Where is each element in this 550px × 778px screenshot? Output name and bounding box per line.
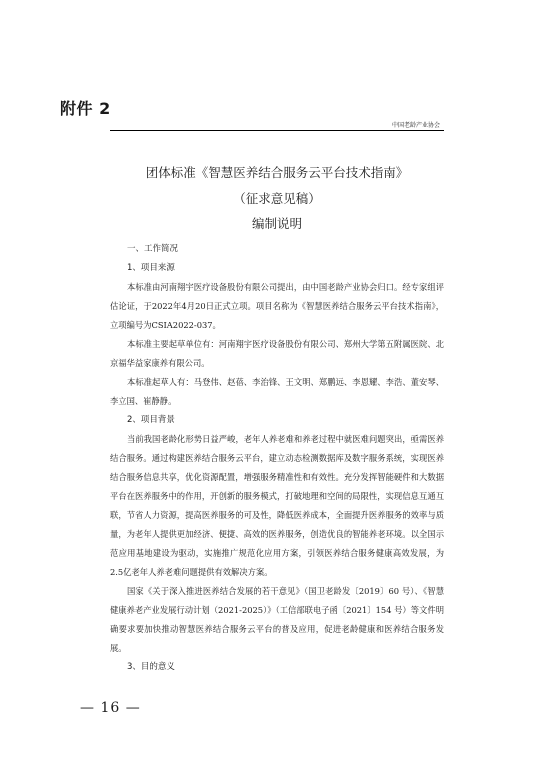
header-rule — [110, 130, 444, 131]
section-heading-work-overview: 一、工作简况 — [127, 244, 179, 254]
header-organization: 中国老龄产业协会 — [391, 122, 440, 129]
paragraph: 国家《关于深入推进医养结合发展的若干意见》（国卫老龄发〔2019〕60 号）、《智慧健康养老产业发展行动计划（2021-2025）》（工信部联电子函〔2021〕154 号）等文件明确要求要加快推动智慧医养结合服务云平台的普及应用，促进老龄健康和医养结合服务发展。 — [110, 586, 444, 653]
document-body — [110, 240, 444, 677]
document-section-title: 编制说明 — [251, 216, 302, 231]
paragraph: 当前我国老龄化形势日益严峻，老年人养老难和养老过程中就医难问题突出，亟需医养结合服务。通过构建医养结合服务云平台，建立动态检测数据库及数字服务系统，实现医养结合服务信息共享，优化资源配置，增强服务精准性和有效性。充分发挥智能硬件和大数据平台在医养服务中的作用，开创新的服务模式，打破地理和空间的局限性，实现信息互通互联，节省人力资源，提高医养服务的可及性，降低医养成本，全面提升医养服务的效率与质量，为老年人提供更加经济、便捷、高效的医养服务，创造优良的智能养老环境。以全国示范应用基地建设为驱动，实施推广规范化应用方案，引领医养结合服务健康高效发展，为2.5亿老年人养老难问题提供有效解决方案。 — [110, 434, 444, 577]
subsection-heading-project-source: 1、项目来源 — [127, 263, 175, 273]
attachment-label: 附件 2 — [60, 99, 111, 118]
document-title: 团体标准《智慧医养结合服务云平台技术指南》 — [145, 165, 409, 180]
subsection-heading-project-background: 2、项目背景 — [127, 415, 175, 425]
paragraph: 本标准由河南翔宇医疗设备股份有限公司提出，由中国老龄产业协会归口。经专家组评估论证，于2022年4月20日正式立项。项目名称为《智慧医养结合服务云平台技术指南》，立项编号为CSIA2022-037。 — [110, 282, 444, 330]
document-subtitle: （征求意见稿） — [233, 191, 321, 206]
paragraph: 本标准起草人有：马登伟、赵蓓、李治锋、王文明、郑鹏远、李恩耀、李浩、董安琴、李立国、崔静静。 — [110, 377, 444, 406]
page-number: — 16 — — [80, 700, 141, 716]
paragraph: 本标准主要起草单位有：河南翔宇医疗设备股份有限公司、郑州大学第五附属医院、北京福华益家康养有限公司。 — [110, 339, 444, 368]
subsection-heading-purpose: 3、目的意义 — [127, 662, 175, 672]
